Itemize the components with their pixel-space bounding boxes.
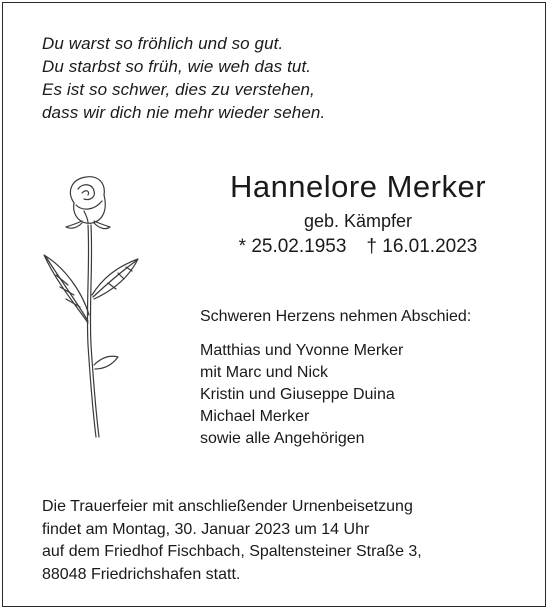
rose-icon (36, 175, 146, 445)
maiden-name: geb. Kämpfer (303, 211, 413, 231)
mourners-list (200, 340, 403, 450)
mourner-line: mit Marc und Nick (200, 364, 329, 381)
life-dates (178, 234, 538, 260)
funeral-line: findet am Montag, 30. Januar 2023 um 14 Uhr (42, 520, 370, 538)
funeral-line: Die Trauerfeier mit anschließender Urnenbeisetzung (42, 498, 413, 515)
poem-line: Du starbst so früh, wie weh das tut. (42, 57, 312, 76)
funeral-line: 88048 Friedrichshafen statt. (42, 565, 241, 583)
poem-line: Du warst so fröhlich und so gut. (42, 34, 284, 53)
poem (42, 32, 325, 124)
funeral-notice (42, 496, 422, 586)
poem-line: dass wir dich nie mehr wieder sehen. (42, 103, 326, 122)
birth-date: * 25.02.1953 (238, 236, 347, 257)
mourner-line: Kristin und Giuseppe Duina (200, 386, 395, 403)
poem-line: Es ist so schwer, dies zu verstehen, (42, 80, 315, 99)
mourner-line: Michael Merker (200, 408, 310, 425)
death-date: † 16.01.2023 (366, 236, 478, 257)
deceased-name: Hannelore Merker (229, 169, 487, 204)
mourner-line: Matthias und Yvonne Merker (200, 342, 404, 359)
mourner-line: sowie alle Angehörigen (200, 430, 365, 447)
farewell-heading: Schweren Herzens nehmen Abschied: (200, 308, 472, 325)
funeral-line: auf dem Friedhof Fischbach, Spaltensteiner Straße 3, (42, 543, 422, 560)
